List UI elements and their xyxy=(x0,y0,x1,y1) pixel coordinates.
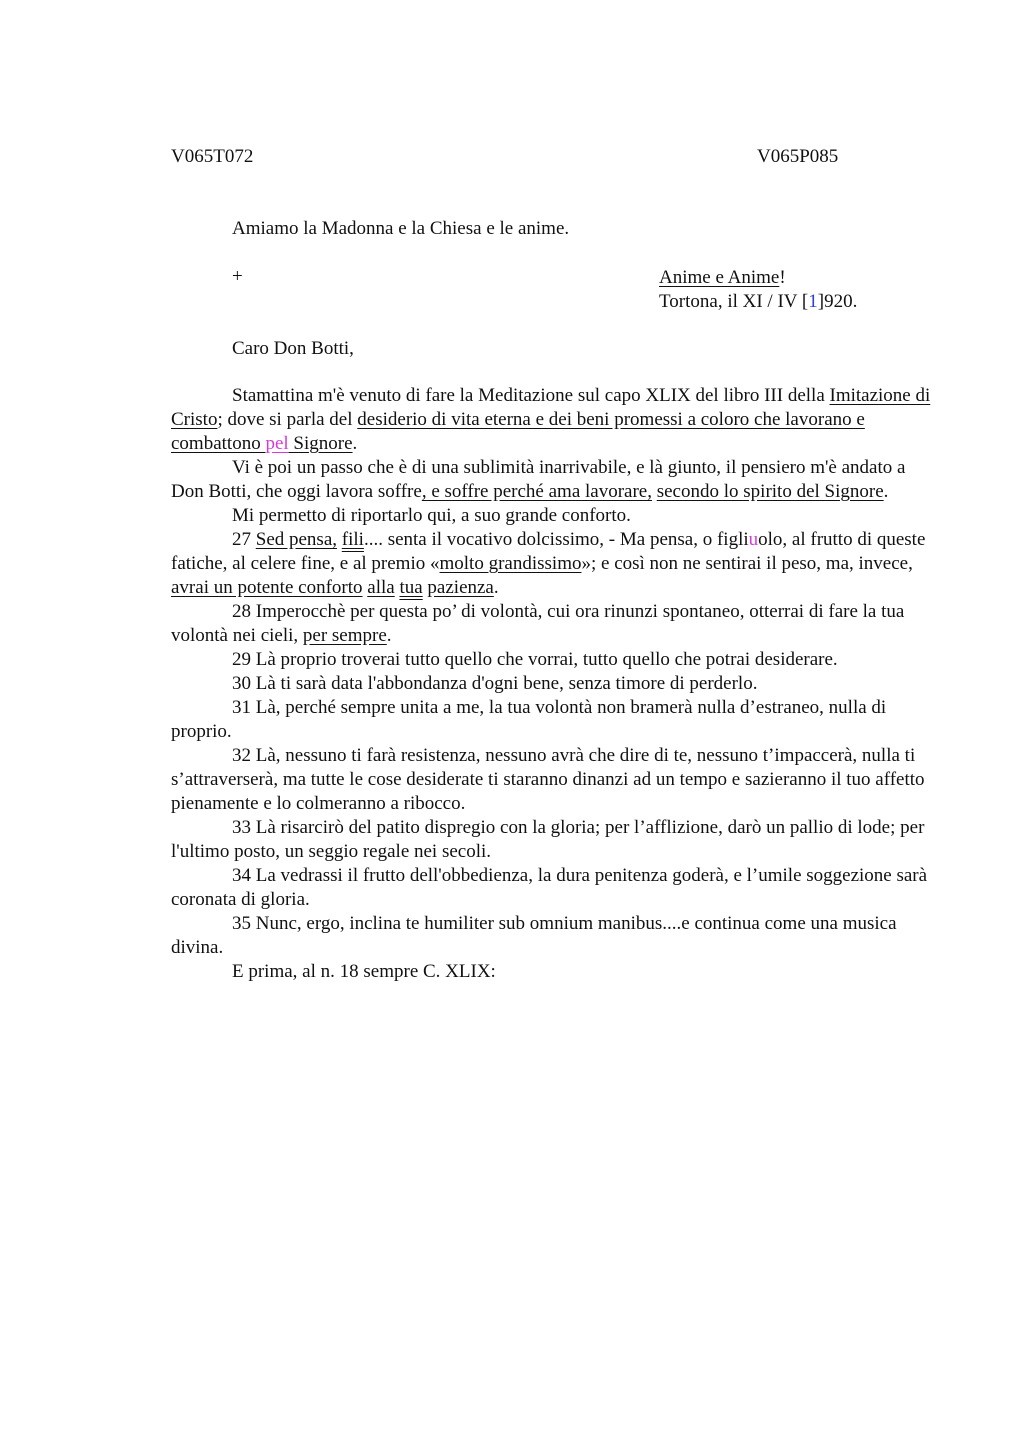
p1-text: Stamattina m'è venuto di fare la Meditazione sul capo XLIX del libro III della xyxy=(232,385,830,406)
p1-inserted-word: pel xyxy=(265,433,289,454)
paragraph-6: 29 Là proprio troverai tutto quello che vorrai, tutto quello che potrai desiderare. xyxy=(232,649,838,670)
p4-text: »; e così non ne sentirai il peso, ma, invece, xyxy=(581,553,913,574)
heading-line-1 xyxy=(659,266,857,290)
paragraph-2 xyxy=(171,456,931,504)
motto-line: Amiamo la Madonna e la Chiesa e le anime. xyxy=(232,218,570,239)
paragraph-8: 31 Là, perché sempre unita a me, la tua volontà non bramerà nulla d’estraneo, nulla di proprio. xyxy=(171,697,887,742)
p2-underline: secondo lo spirito del Signore xyxy=(656,481,884,502)
p4-text: olo, al frutto di queste fatiche, al celere fine, e al premio « xyxy=(171,529,926,574)
p1-underline: desiderio di vita eterna e dei beni promessi a coloro che lavorano e combattono xyxy=(171,409,865,454)
date-part-c: ]920. xyxy=(817,291,858,312)
paragraph-10: 33 Là risarcirò del patito dispregio con la gloria; per l’afflizione, darò un pallio di lode; per l'ultimo posto, un seggio regale nei secoli. xyxy=(171,817,925,862)
paragraph-5 xyxy=(171,600,931,648)
p2-text: Vi è poi un passo che è di una sublimità inarrivabile, e là giunto, il pensiero m'è andato a Don Botti, che oggi lavora soffre xyxy=(171,457,906,502)
p4-underline: molto grandissimo xyxy=(439,553,582,574)
paragraph-4 xyxy=(171,528,931,600)
p4-double-underline: tua xyxy=(399,577,423,598)
p1-text: ; dove si parla del xyxy=(217,409,358,430)
place-date xyxy=(659,290,857,314)
paragraph-7: 30 Là ti sarà data l'abbondanza d'ogni bene, senza timore di perderlo. xyxy=(232,673,758,694)
salutation: Caro Don Botti, xyxy=(232,338,354,359)
document-code-left: V065T072 xyxy=(171,146,254,167)
paragraph-11: 34 La vedrassi il frutto dell'obbedienza, la dura penitenza goderà, e l’umile soggezione sarà coronata di gloria. xyxy=(171,865,928,910)
p5-text: . xyxy=(386,625,392,646)
p1-underline: Signore xyxy=(288,433,353,454)
paragraph-12: 35 Nunc, ergo, inclina te humiliter sub omnium manibus....e continua come una musica divina. xyxy=(171,913,897,958)
date-part-a: Tortona, il XI / IV [ xyxy=(659,291,809,312)
p4-text: . xyxy=(493,577,499,598)
p4-underline: Sed pensa, xyxy=(255,529,338,550)
document-code-right: V065P085 xyxy=(757,146,839,167)
p1-underline-title: Imitazione di Cristo xyxy=(171,385,931,430)
heading-anime: Anime e Anime xyxy=(659,267,780,288)
date-part-inserted: 1 xyxy=(808,291,818,312)
paragraph-9: 32 Là, nessuno ti farà resistenza, nessuno avrà che dire di te, nessuno t’impaccerà, nulla ti s’attraverserà, ma tutte le cose desiderate ti staranno dinanzi ad un tempo e sazieranno il tuo affetto pienamente e lo colmeranno a ribocco. xyxy=(171,745,925,814)
p4-underline: pazienza xyxy=(427,577,494,598)
p2-underline: , e soffre perché ama lavorare, xyxy=(421,481,652,502)
p5-underline: per sempre xyxy=(302,625,387,646)
p4-underline: avrai un potente conforto xyxy=(171,577,363,598)
heading-block xyxy=(659,266,857,314)
p4-inserted-letter: u xyxy=(748,529,759,550)
letter-body xyxy=(171,384,931,984)
p4-text: 27 xyxy=(232,529,256,550)
p4-underline: alla xyxy=(367,577,395,598)
paragraph-13: E prima, al n. 18 sempre C. XLIX: xyxy=(232,961,496,982)
heading-exclamation: ! xyxy=(779,267,786,288)
cross-symbol: + xyxy=(232,266,243,287)
paragraph-1 xyxy=(171,384,931,456)
p4-text: .... senta il vocativo dolcissimo, - Ma pensa, o figli xyxy=(363,529,749,550)
p5-text: 28 Imperocchè per questa po’ di volontà, cui ora rinunzi spontaneo, otterrai di fare la tua volontà nei cieli, xyxy=(171,601,905,646)
p2-text: . xyxy=(883,481,889,502)
paragraph-3: Mi permetto di riportarlo qui, a suo grande conforto. xyxy=(232,505,631,526)
p1-text: . xyxy=(352,433,358,454)
p4-double-underline: fili xyxy=(341,529,364,550)
